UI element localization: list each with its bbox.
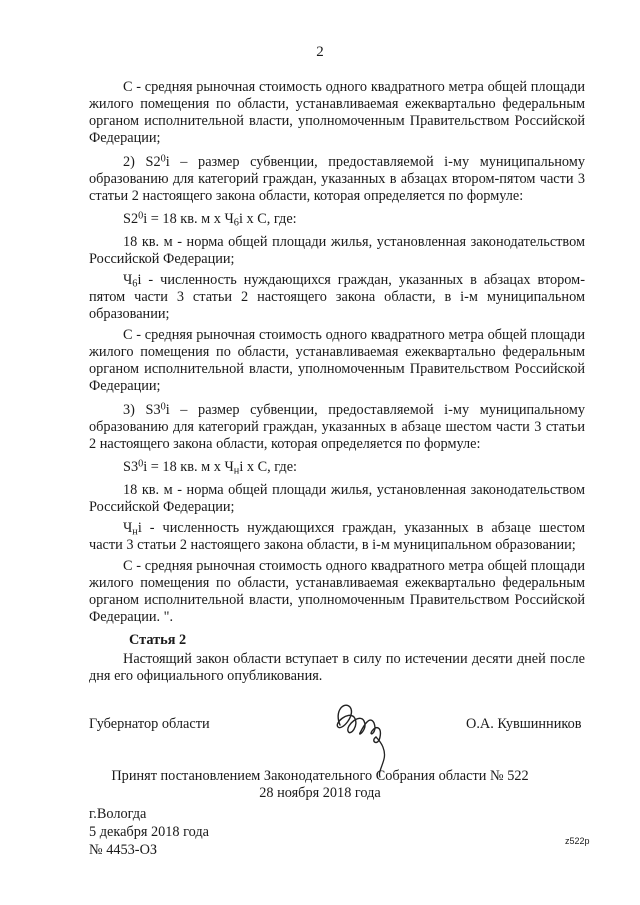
handwritten-signature	[330, 697, 400, 779]
paragraph-c-definition-1: С - средняя рыночная стоимость одного квадратного метра общей площади жилого помещения по области, устанавливаемая ежеквартально федеральным органом исполнительной власти, уполномоченным Правительством Российской Федерации;	[89, 79, 585, 146]
governor-title: Губернатор области	[89, 716, 210, 732]
paragraph-s2-definition: 2) $S2^0i$ – размер субвенции, предоставляемой i-му муниципальному образованию для категорий граждан, указанных в абзацах втором-пятом части 3 статьи 2 настоящего закона области, которая определяется по формуле:	[89, 153, 586, 204]
paragraph-chn-definition: $Ч_нi$ - численность нуждающихся граждан, указанных в абзаце шестом части 3 статьи 2 настоящего закона области, в i-м муниципальном образовании;	[89, 520, 585, 553]
adoption-note	[0, 768, 640, 802]
footer-date: 5 декабря 2018 года	[89, 824, 210, 840]
footer-law-number: № 4453-ОЗ	[89, 842, 158, 858]
governor-name: О.А. Кувшинников	[466, 716, 582, 732]
paragraph-s3-definition: 3) $S3^0i$ – размер субвенции, предоставляемой i-му муниципальному образованию для категорий граждан, указанных в абзаце шестом части 3 статьи 2 настоящего закона области, которая определяется по формуле:	[89, 401, 586, 452]
article-2-text: Настоящий закон области вступает в силу по истечении десяти дней после дня его официального опубликования.	[89, 651, 585, 684]
paragraph-c-definition-2: С - средняя рыночная стоимость одного квадратного метра общей площади жилого помещения по области, устанавливаемая ежеквартально федеральным органом исполнительной власти, уполномоченным Правительством Российской Федерации;	[89, 327, 585, 394]
document-body	[89, 79, 585, 685]
formula-s2: $S2^0i = 18$ кв. м х $Ч_6i$ х С, где:	[123, 210, 297, 229]
page-number: 2	[316, 44, 324, 60]
adoption-line-1: Принят постановлением Законодательного Собрания области № 522	[111, 768, 529, 784]
paragraph-norm-1: 18 кв. м - норма общей площади жилья, установленная законодательством Российской Федерации;	[89, 234, 585, 267]
paragraph-c-definition-3: С - средняя рыночная стоимость одного квадратного метра общей площади жилого помещения по области, устанавливаемая ежеквартально федеральным органом исполнительной власти, уполномоченным Правительством Российской Федерации. ".	[89, 558, 585, 625]
article-2-heading: Статья 2	[129, 632, 187, 648]
paragraph-norm-2: 18 кв. м - норма общей площади жилья, установленная законодательством Российской Федерации;	[89, 482, 585, 515]
adoption-line-2: 28 ноября 2018 года	[259, 785, 381, 801]
footer-block	[89, 805, 209, 859]
footer-city: г.Вологда	[89, 806, 147, 822]
paragraph-ch6-definition: $Ч_6i$ - численность нуждающихся граждан, указанных в абзацах втором-пятом части 3 статьи 2 настоящего закона области, в i-м муниципальном образовании;	[89, 272, 585, 322]
formula-s3: $S3^0i = 18$ кв. м х $Ч_нi$ х С, где:	[123, 458, 298, 477]
document-code: z522p	[565, 836, 590, 846]
